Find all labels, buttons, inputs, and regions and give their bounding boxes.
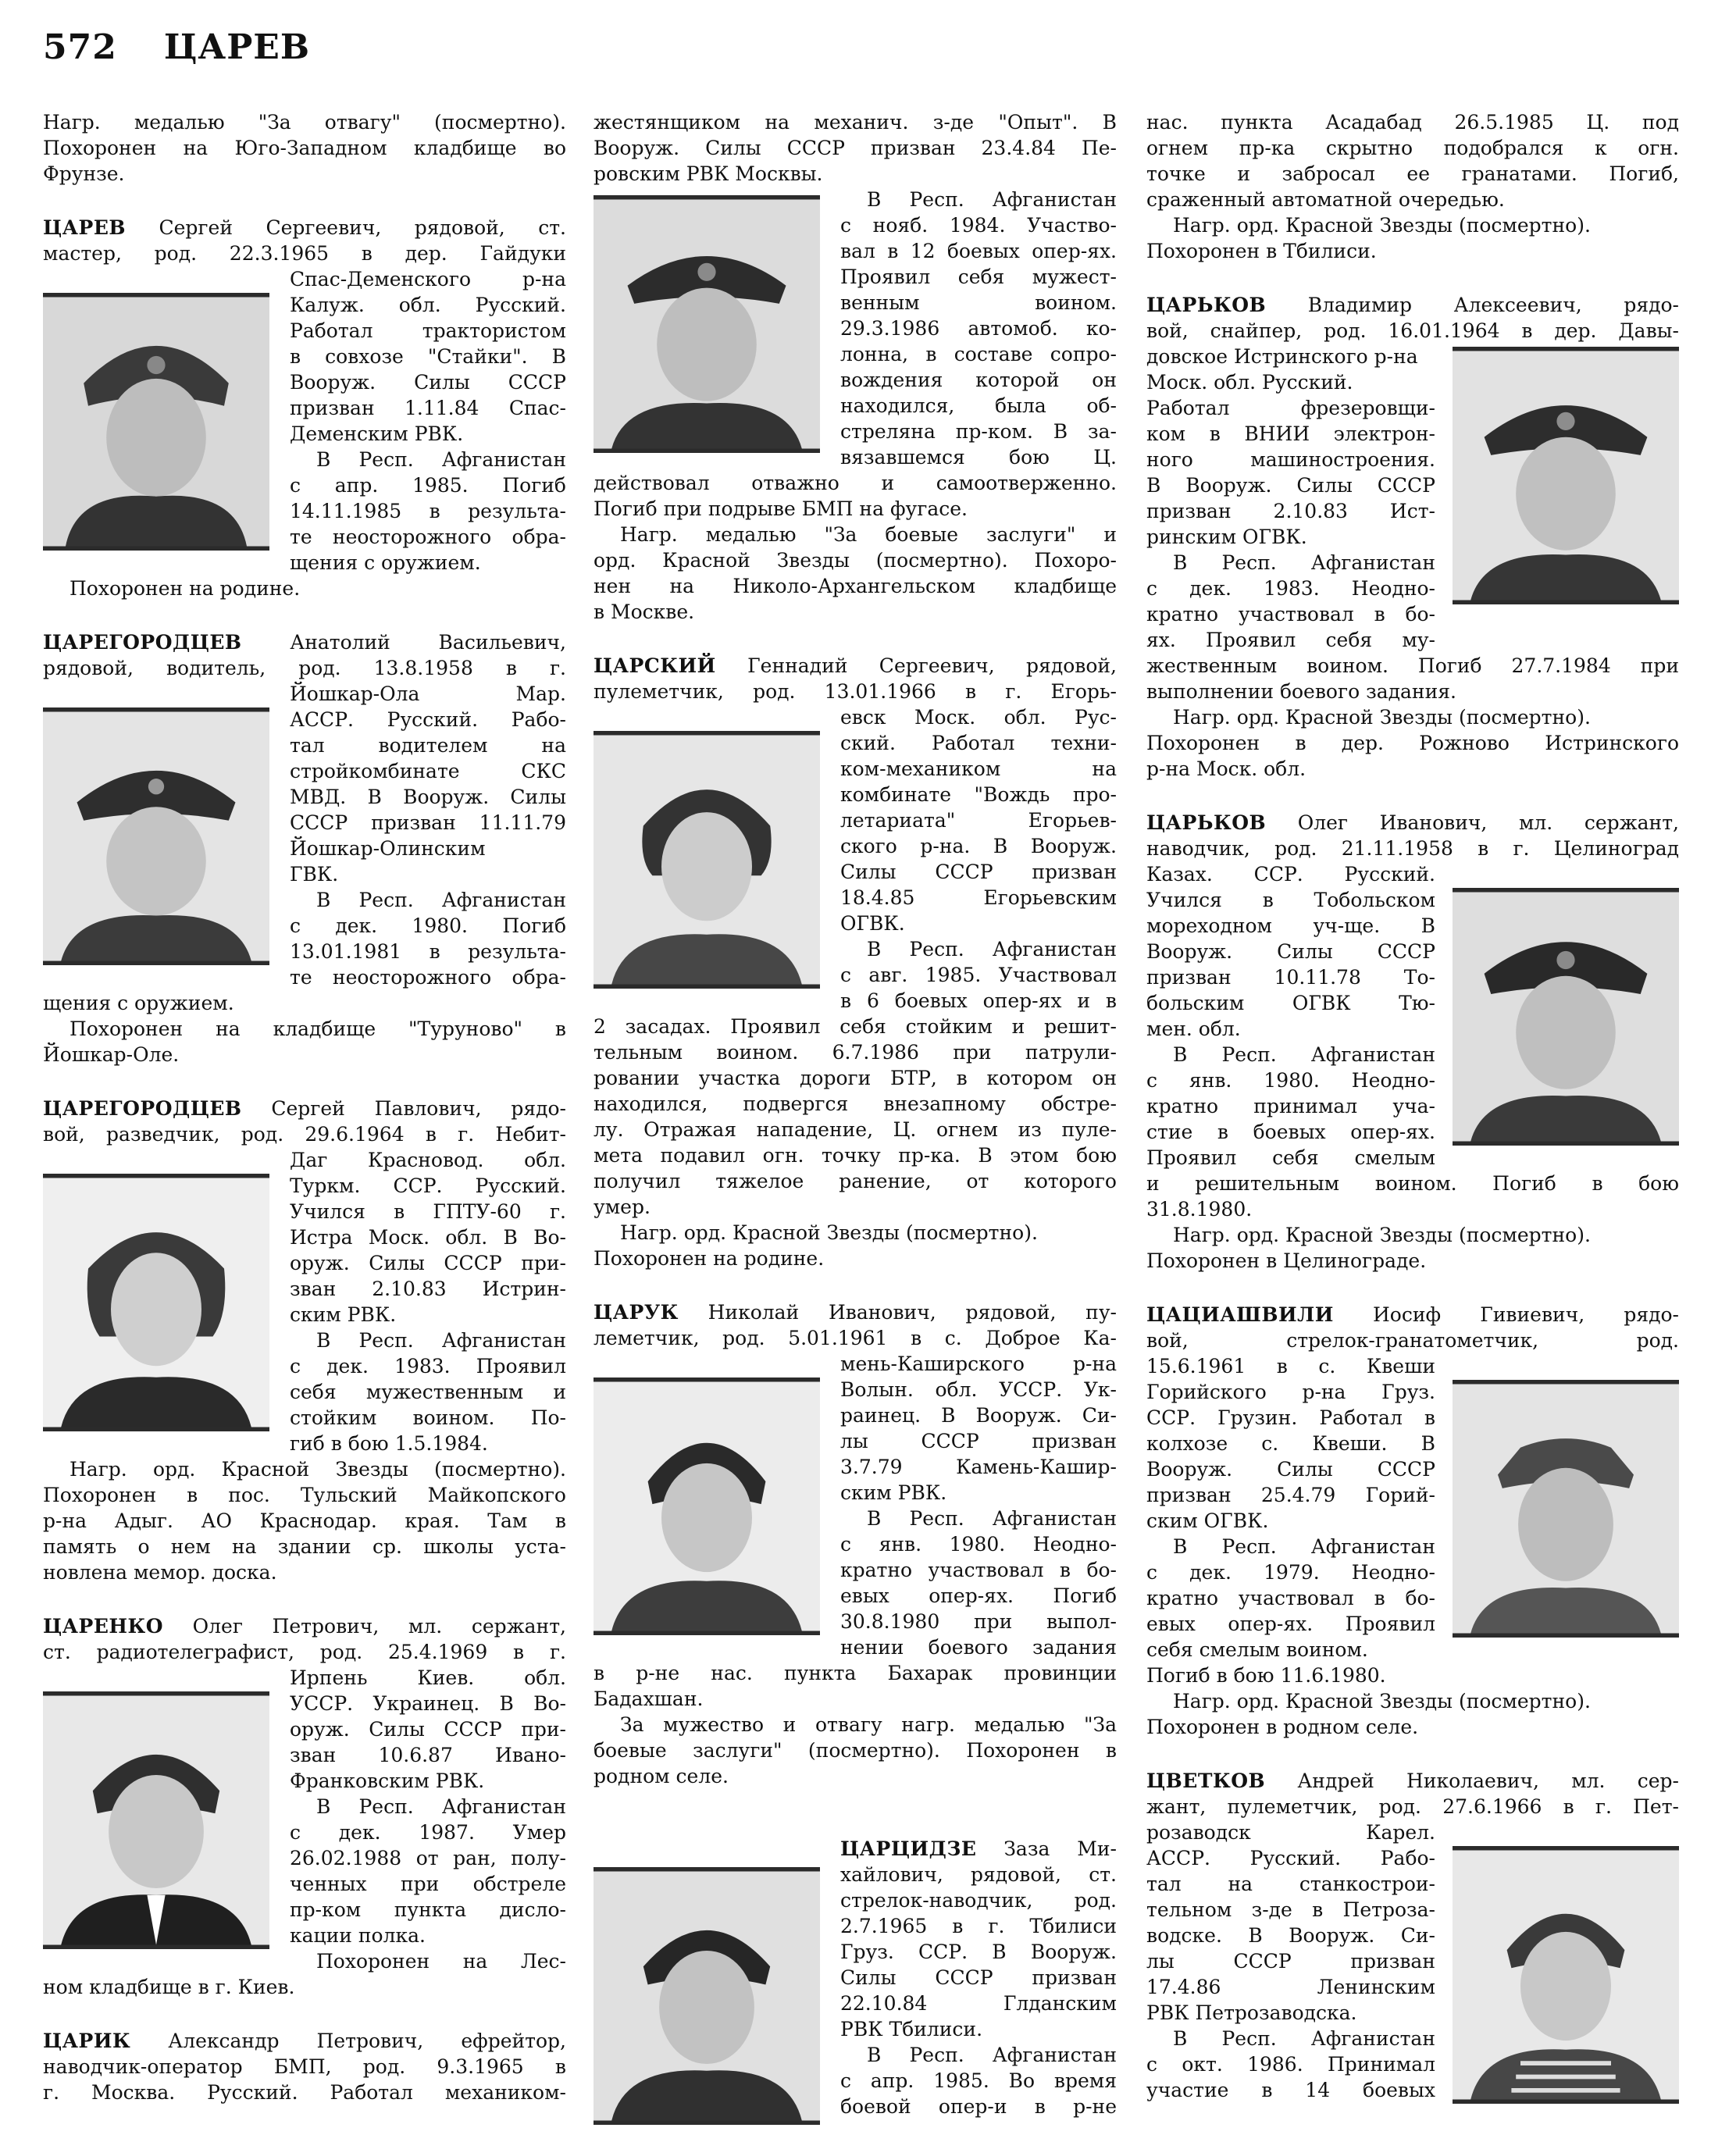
entry-name: ЦАРЦИДЗЕ — [840, 1837, 977, 1860]
entry-name: ЦАРСКИЙ — [594, 654, 716, 677]
portrait-photo — [43, 707, 269, 965]
portrait-photo — [594, 195, 820, 453]
entry-name: ЦАЦИАШВИЛИ — [1146, 1303, 1334, 1326]
entry-tsaregorodtsev-sergey: ЦАРЕГОРОДЦЕВ Сергей Павлович, рядо- вой, разведчик, род. 29.6.1964 в г. Небит- Даг Красновод. обл. Туркм. ССР. Русский. Учился в ГПТУ-60 г. Истра Моск. обл. В Во- оруж. Силы СССР при- зван 2.10.83 Истрин- ским РВК. В Респ. Афганистан с дек. 1983. Проявил себя мужественным и стойким воином. По- гиб в бою 1.5.1984. Нагр. орд. Красной Звезды (посмертно). Похоронен в пос. Тульский Майкопского р-на Адыг. АО Краснодар. края. Там в память о нем на здании ср. школы уста- новлена мемор. доска. — [43, 1097, 566, 1584]
portrait-photo — [594, 731, 820, 989]
entry-name: ЦАРИК — [43, 2030, 131, 2052]
entry-tsarik: ЦАРИК Александр Петрович, ефрейтор, наводчик-оператор БМП, род. 9.3.1965 в г. Москва. Русский. Работал механиком- — [43, 2030, 566, 2104]
column-2 — [594, 109, 1117, 2119]
portrait-photo — [43, 1691, 269, 1949]
portrait-photo — [43, 293, 269, 551]
column-3 — [1146, 109, 1679, 2103]
entry-tsarkov-oleg: ЦАРЬКОВ Олег Иванович, мл. сержант, наводчик, род. 21.11.1958 в г. Целиноград Казах. ССР. Русский. Учился в Тобольском мореходном уч-ще. В Вооруж. Силы СССР призван 10.11.78 То- больским ОГВК Тю- мен. обл. В Респ. Афганистан с янв. 1980. Неодно- кратно принимал уча- стие в боевых опер-ях. Проявил себя смелым и решительным воином. Погиб в бою 31.8.1980. Нагр. орд. Красной Звезды (посмертно). Похоронен в Целинограде. — [1146, 811, 1679, 1272]
entry-continuation: нас. пункта Асадабад 26.5.1985 Ц. под огнем пр-ка скрытно подобрался к огн. точке и забросал ее гранатами. Погиб, сраженный автоматной очередью. Нагр. орд. Красной Звезды (посмертно). Похоронен в Тбилиси. — [1146, 111, 1679, 262]
entry-tsarenko: ЦАРЕНКО Олег Петрович, мл. сержант, ст. радиотелеграфист, род. 25.4.1969 в г. Ирпень Киев. обл. УССР. Украинец. В Во- оруж. Силы СССР при- зван 10.6.87 Ивано- Франковским РВК. В Респ. Афганистан с дек. 1987. Умер 26.02.1988 от ран, полу- ченных при обстреле пр-ком пункта дисло- кации полка. Похоронен на Лес- ном кладбище в г. Киев. — [43, 1615, 566, 1998]
entry-tsaruk: ЦАРУК Николай Иванович, рядовой, пу- леметчик, род. 5.01.1961 в с. Доброе Ка- мень-Каширского р-на Волын. обл. УССР. Ук- раинец. В Вооруж. Си- лы СССР призван 3.7.79 Камень-Кашир- ским РВК. В Респ. Афганистан с янв. 1980. Неодно- кратно участвовал в бо- евых опер-ях. Погиб 30.8.1980 при выпол- нении боевого задания в р-не нас. пункта Бахарак провинции Бадахшан. За мужество и отвагу нагр. медалью "За боевые заслуги" (посмертно). Похоронен в родном селе. — [594, 1301, 1117, 1787]
entry-tsartsidze: ЦАРЦИДЗЕ Заза Ми- хайлович, рядовой, ст. стрелок-наводчик, род. 2.7.1965 в г. Тбилиси Груз. ССР. В Вооруж. Силы СССР призван 22.10.84 Глданским РВК Тбилиси. В Респ. Афганистан с апр. 1985. Во время боевой опер-и в р-не — [594, 1836, 1117, 2119]
page-title: ЦАРЕВ — [163, 27, 311, 67]
entry-tsatsiashvili: ЦАЦИАШВИЛИ Иосиф Гивиевич, рядо- вой, стрелок-гранатометчик, род. 15.6.1961 в с. Квеши Горийского р-на Груз. ССР. Грузин. Работал в колхозе с. Квеши. В Вооруж. Силы СССР призван 25.4.79 Горий- ским ОГВК. В Респ. Афганистан с дек. 1979. Неодно- кратно участвовал в бо- евых опер-ях. Проявил себя смелым воином. Погиб в бою 11.6.1980. Нагр. орд. Красной Звезды (посмертно). Похоронен в родном селе. — [1146, 1303, 1679, 1738]
column-1 — [43, 109, 566, 2105]
entry-name: ЦАРЬКОВ — [1146, 294, 1267, 316]
portrait-photo — [1453, 347, 1679, 604]
entry-tsaregorodtsev-anatoly: ЦАРЕГОРОДЦЕВ Анатолий Васильевич, рядовой, водитель, род. 13.8.1958 в г. Йошкар-Ола Мар. АССР. Русский. Рабо- тал водителем на стройкомбинате СКС МВД. В Вооруж. Силы СССР призван 11.11.79 Йошкар-Олинским ГВК. В Респ. Афганистан с дек. 1980. Погиб 13.01.1981 в результа- те неосторожного обра- щения с оружием. Похоронен на кладбище "Туруново" в Йошкар-Оле. — [43, 631, 566, 1066]
portrait-photo — [43, 1174, 269, 1431]
entry-name: ЦВЕТКОВ — [1146, 1770, 1266, 1792]
entry-tsarsky: ЦАРСКИЙ Геннадий Сергеевич, рядовой, пулеметчик, род. 13.01.1966 в г. Егорь- евск Моск. обл. Рус- ский. Работал техни- ком-механиком на комбинате "Вождь про- летариата" Егорьев- ского р-на. В Вооруж. Силы СССР призван 18.4.85 Егорьевским ОГВК. В Респ. Афганистан с авг. 1985. Участвовал в 6 боевых опер-ях и в 2 засадах. Проявил себя стойким и решит- тельным воином. 6.7.1986 при патрули- ровании участка дороги БТР, в котором он находился, подвергся внезапному обстре- лу. Отражая нападение, Ц. огнем из пуле- мета подавил огн. точку пр-ка. В этом бою получил тяжелое ранение, от которого умер. Нагр. орд. Красной Звезды (посмертно). Похоронен на родине. — [594, 654, 1117, 1270]
entry-name: ЦАРЕНКО — [43, 1615, 164, 1638]
entry-name: ЦАРЕГОРОДЦЕВ — [43, 631, 242, 654]
page-header — [43, 27, 310, 82]
entry-tsarkov-vladimir: ЦАРЬКОВ Владимир Алексеевич, рядо- вой, снайпер, род. 16.01.1964 в дер. Давы- довское Истринского р-на Моск. обл. Русский. Работал фрезеровщи- ком в ВНИИ электрон- ного машиностроения. В Вооруж. Силы СССР призван 2.10.83 Ист- ринским ОГВК. В Респ. Афганистан с дек. 1983. Неодно- кратно участвовал в бо- ях. Проявил себя му- жественным воином. Погиб 27.7.1984 при выполнении боевого задания. Нагр. орд. Красной Звезды (посмертно). Похоронен в дер. Рожново Истринского р-на Моск. обл. — [1146, 294, 1679, 780]
entry-name: ЦАРЬКОВ — [1146, 811, 1267, 834]
entry-tsarev: ЦАРЕВ Сергей Сергеевич, рядовой, ст. мастер, род. 22.3.1965 в дер. Гайдуки Спас-Деменского р-на Калуж. обл. Русский. Работал трактористом в совхозе "Стайки". В Вооруж. Силы СССР призван 1.11.84 Спас- Деменским РВК. В Респ. Афганистан с апр. 1985. Погиб 14.11.1985 в результа- те неосторожного обра- щения с оружием. Похоронен на родине. — [43, 216, 566, 600]
portrait-photo — [594, 1867, 820, 2125]
portrait-photo — [1453, 1846, 1679, 2104]
entry-name: ЦАРЕВ — [43, 216, 127, 239]
portrait-photo — [1453, 888, 1679, 1146]
entry-continuation: жестянщиком на механич. з-де "Опыт". В Вооруж. Силы СССР призван 23.4.84 Пе- ровским РВК Москвы. В Респ. Афганистан с нояб. 1984. Участво- вал в 12 боевых опер-ях. Проявил себя мужест- венным воином. 29.3.1986 автомоб. ко- лонна, в составе сопро- вождения которой он находился, была об- стреляна пр-ком. В за- вязавшемся бою Ц. действовал отважно и самоотверженно. Погиб при подрыве БМП на фугасе. Нагр. медалью "За боевые заслуги" и орд. Красной Звезды (посмертно). Похоро- нен на Николо-Архангельском кладбище в Москве. — [594, 111, 1117, 623]
entry-name: ЦАРЕГОРОДЦЕВ — [43, 1097, 242, 1120]
portrait-photo — [1453, 1380, 1679, 1638]
entry-name: ЦАРУК — [594, 1301, 679, 1324]
entry-continuation: Нагр. медалью "За отвагу" (посмертно). Похоронен на Юго-Западном кладбище во Фрунзе. — [43, 111, 566, 185]
portrait-photo — [594, 1378, 820, 1635]
page-number: 572 — [43, 27, 117, 67]
entry-tsvetkov: ЦВЕТКОВ Андрей Николаевич, мл. сер- жант, пулеметчик, род. 27.6.1966 в г. Пет- розаводск Карел. АССР. Русский. Рабо- тал на станкострои- тельном з-де в Петроза- водске. В Вооруж. Си- лы СССР призван 17.4.86 Ленинским РВК Петрозаводска. В Респ. Афганистан с окт. 1986. Принимал участие в 14 боевых — [1146, 1768, 1679, 2103]
